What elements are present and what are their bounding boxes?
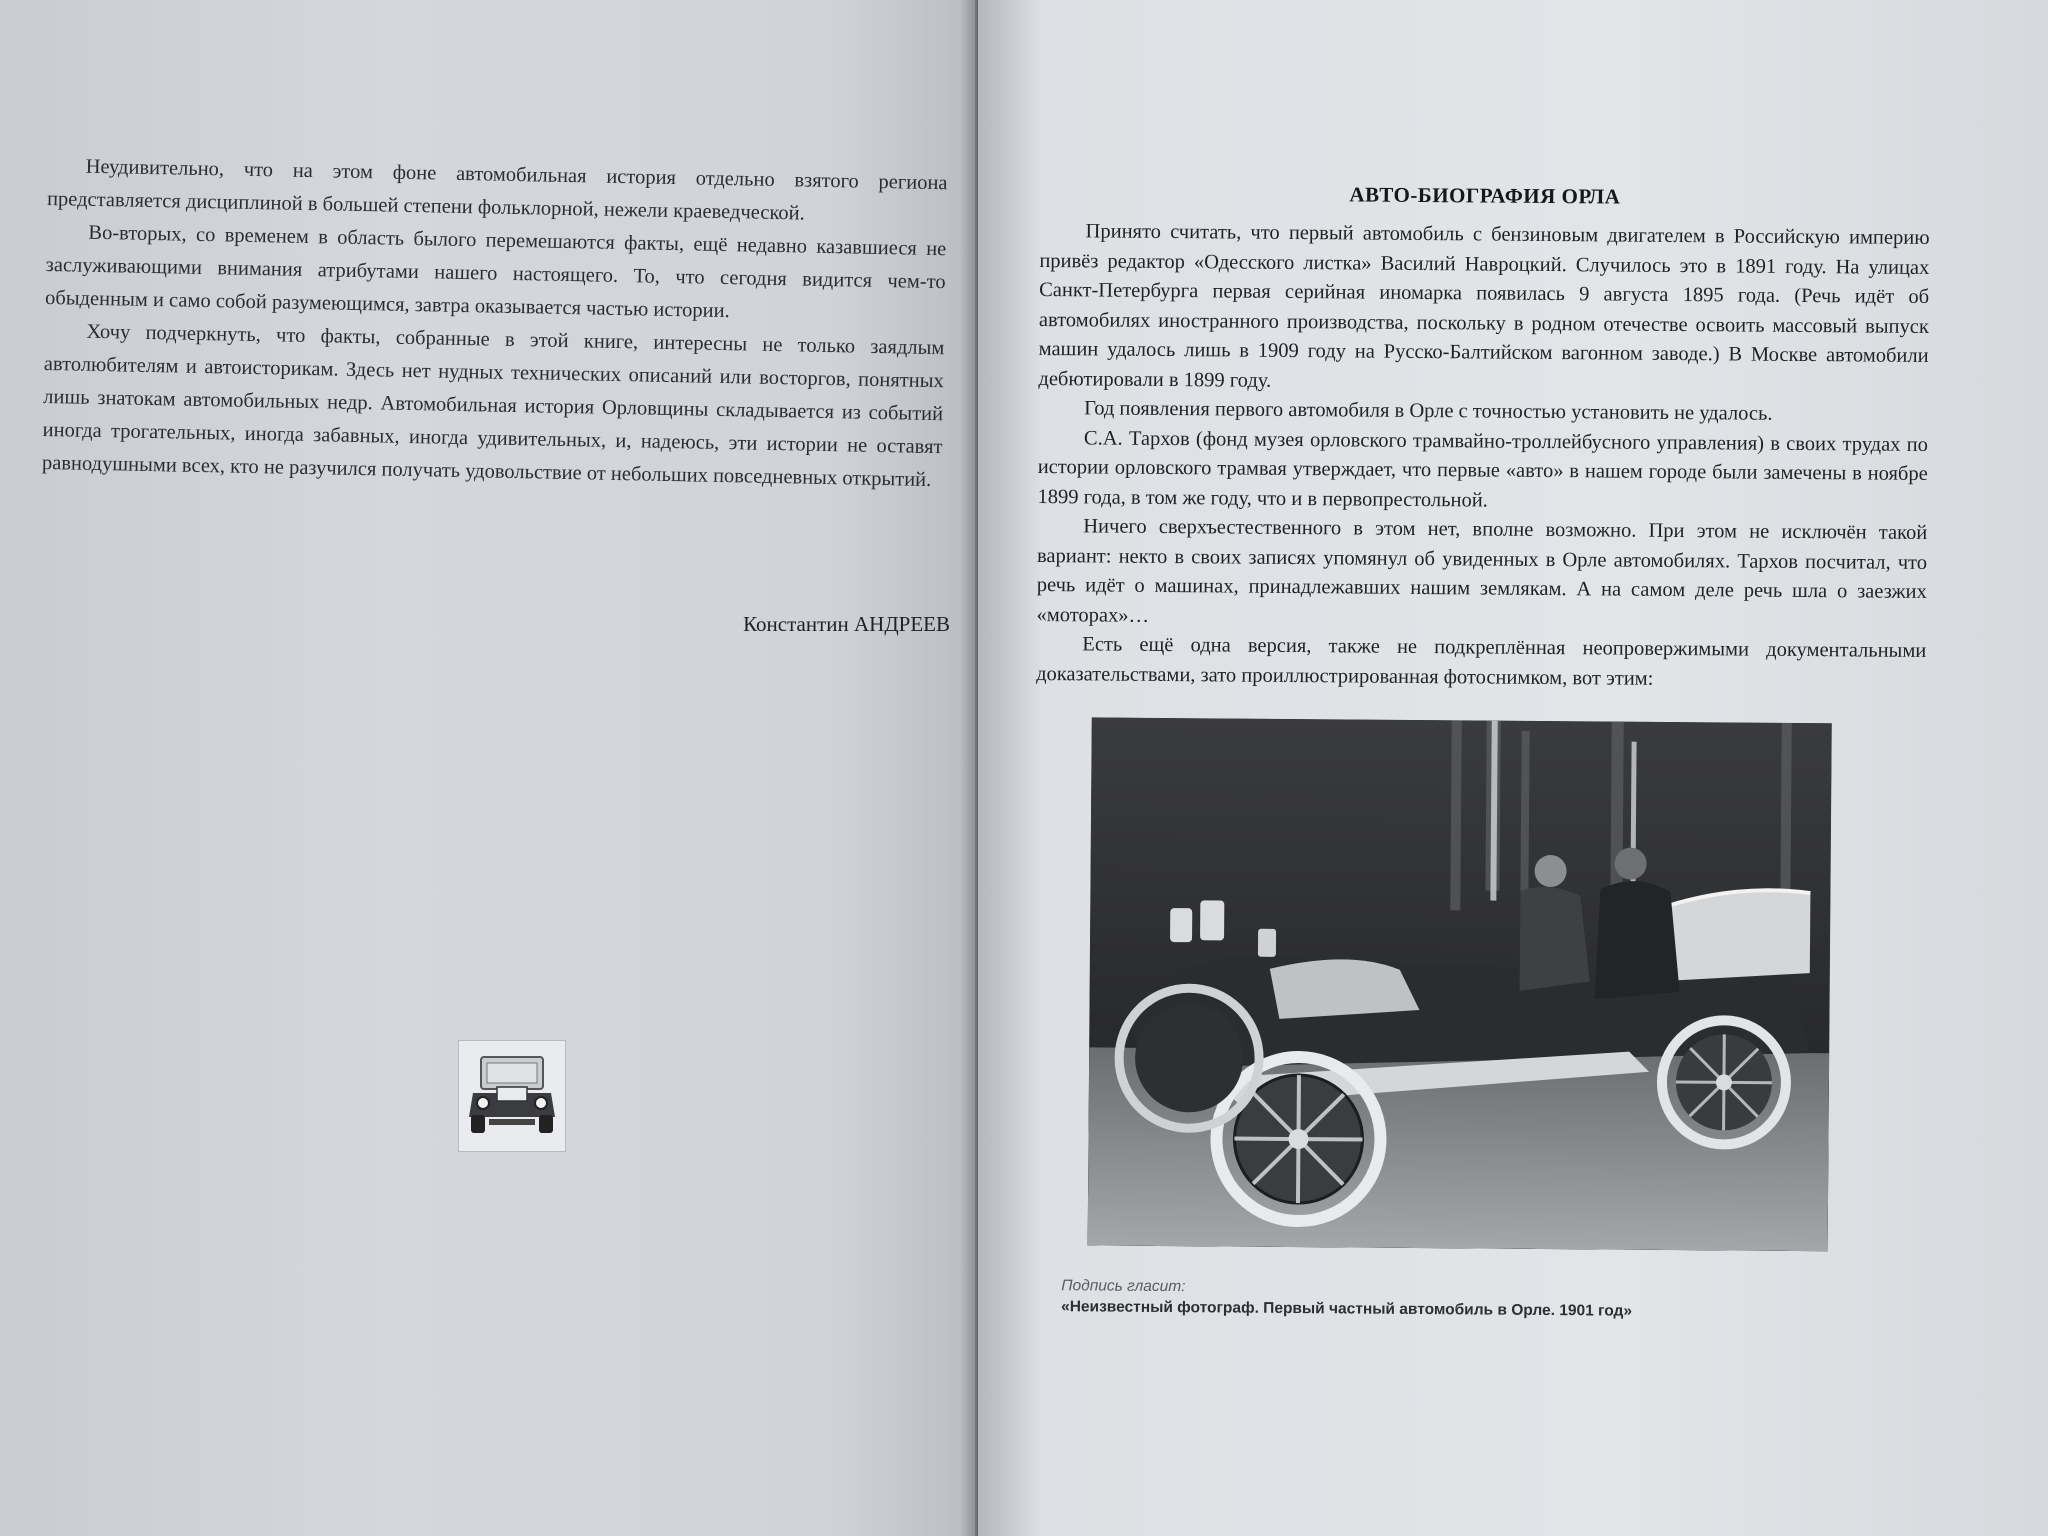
paragraph: Принято считать, что первый автомобиль с бензиновым двигателем в Российскую империю привёз редактор «Одесского листка» Василий Навроцкий. Случилось это в 1891 году. На улицах Санкт-Петербурга первая серийная иномарка появилась 9 августа 1895 года. (Речь идёт об автомобилях иностранного производства, поскольку в родном отечестве освоить массовый выпуск машин удалось лишь в 1909 году на Русско-Балтийском вагонном заводе.) В Москве автомобили дебютировали в 1899 году. — [1038, 220, 1930, 392]
paragraph: Год появления первого автомобиля в Орле с точностью установить не удалось. — [1084, 397, 1773, 425]
paragraph: Во-вторых, со временем в область былого перемешаются факты, ещё недавно казавшиеся не заслуживающими внимания атрибутами нашего настоящего. То, что сегодня видится чем-то обыденным и само собой разумеющимся, завтра оказывается частью истории. — [44, 221, 947, 323]
caption-text: «Неизвестный фотограф. Первый частный автомобиль в Орле. 1901 год» — [1061, 1298, 1633, 1320]
photo-caption — [1061, 1275, 1921, 1324]
vintage-car-photo — [1088, 717, 1832, 1251]
paragraph: Есть ещё одна версия, также не подкреплённая неопровержимыми документальными доказательствами, зато проиллюстрированная фотоснимком, вот этим: — [1036, 633, 1927, 690]
paragraph: Ничего сверхъестественного в этом нет, вполне возможно. При этом не исключён такой вариант: некто в своих записях упомянул об увиденных в Орле автомобилях. Тархов посчитал, что речь идёт о машинах, принадлежавших нашим землякам. А на самом деле речь шла о заезжих «моторах»… — [1036, 515, 1928, 627]
right-page-text — [1036, 217, 1930, 696]
caption-title: Подпись гласит: — [1061, 1277, 1186, 1296]
right-page — [978, 0, 2048, 1536]
right-page-content — [1031, 180, 1930, 1324]
paragraph: Неудивительно, что на этом фоне автомобильная история отдельно взятого региона представляется дисциплиной в большей степени фольклорной, нежели краеведческой. — [46, 155, 948, 225]
paragraph: С.А. Тархов (фонд музея орловского трамвайно-троллейбусного управления) в своих трудах по истории орловского трамвая утверждает, что первые «авто» в нашем городе были замечены в ноябре 1899 года, в том же году, что и в первопрестольной. — [1037, 426, 1929, 512]
left-page — [0, 0, 975, 1536]
author-signature: Константин АНДРЕЕВ — [743, 612, 950, 636]
left-page-text — [42, 150, 948, 497]
chapter-heading: АВТО-БИОГРАФИЯ ОРЛА — [1349, 182, 1621, 209]
paragraph: Хочу подчеркнуть, что факты, собранные в этой книге, интересны не только заядлым автолюбителям и автоисторикам. Здесь нет нудных технических описаний или восторгов, понятных лишь знатокам автомобильных недр. Автомобильная история Орловщины складывается из событий иногда трогательных, иногда забавных, иногда удивительных, и, надеюсь, эти истории не оставят равнодушными всех, кто не разучился получать удовольствие от небольших повседневных открытий. — [41, 320, 945, 492]
car-logo-icon — [458, 1040, 566, 1152]
